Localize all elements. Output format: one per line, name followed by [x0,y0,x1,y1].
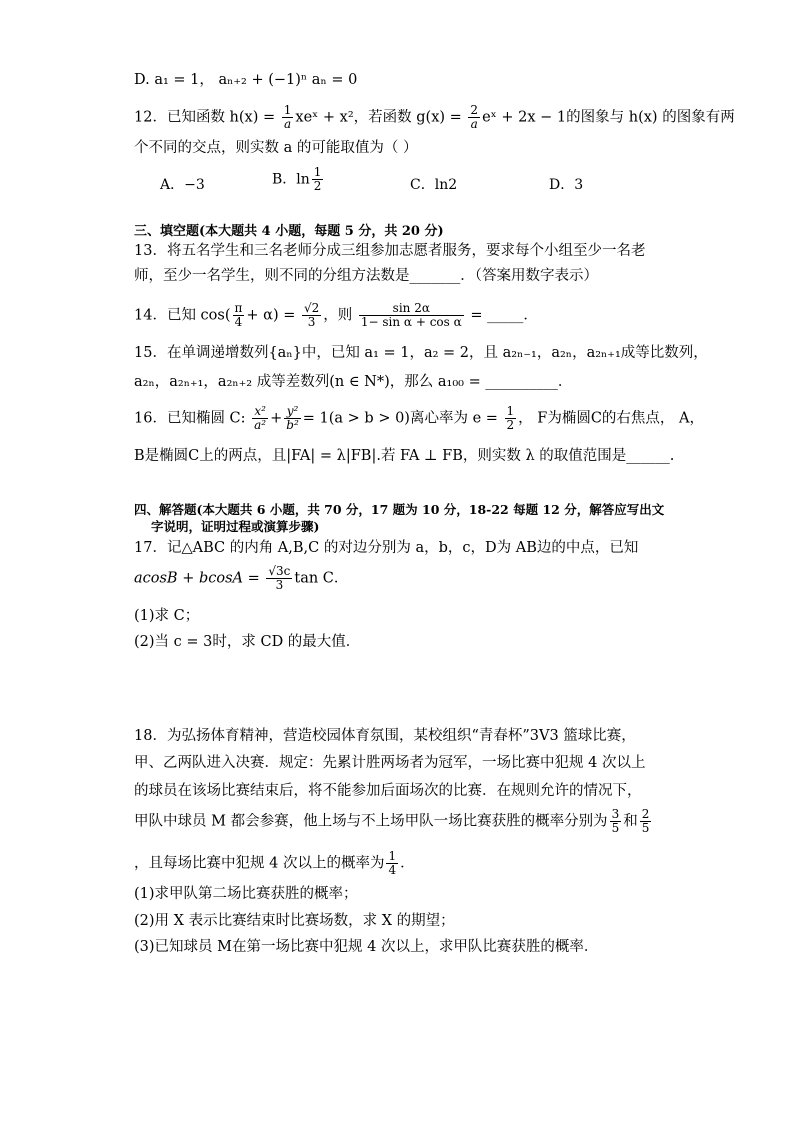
q12-frac-2: $\frac{2}{a}$ [470,103,479,131]
q12-frac-1: $\frac{1}{a}$ [283,103,292,131]
q12-mid1: xeˣ + x²，若函数 g(x) = [295,109,467,126]
q12-pre: 12．已知函数 h(x) = [134,109,280,126]
q11-option-d: D. a₁ = 1， aₙ₊₂ + (−1)ⁿ aₙ = 0 [134,72,358,88]
q17-line2: acosB + bcosA = $\frac{√3c}{3}$ tan C． [134,564,349,592]
q17-part2: (2)当 c = 3时，求 CD 的最大值． [134,634,361,650]
q12-line1 [134,104,735,131]
q12-option-b: B．ln $\frac{1}{2}$ [272,165,322,193]
q16-line2: B是椭圆C上的两点，且|FA| = λ|FB|.若 FA ⊥ FB，则实数 λ 的取值范围是______. [134,448,675,464]
q17-part1: (1)求 C； [134,608,200,624]
q18-part3: (3)已知球员 M在第一场比赛中犯规 4 次以上，求甲队比赛获胜的概率． [134,939,599,955]
q14: 14．已知 cos( $\frac{\pi}{4}$ + α) = $\frac{√2}{3}$ ，则 $\frac{\sin 2\alpha}{\text{1− sin α + cos α}}$ = _____． [134,301,538,329]
q18-line2: 甲、乙两队进入决赛．规定：先累计胜两场者为冠军，一场比赛中犯规 4 次以上 [134,755,646,771]
q18-part2: (2)用 X 表示比赛结束时比赛场数，求 X 的期望； [134,913,455,929]
q15-line1: 15．在单调递增数列{aₙ}中，已知 a₁ = 1，a₂ = 2，且 a₂ₙ₋₁，a₂ₙ，a₂ₙ₊₁成等比数列， [134,345,708,361]
q13-line2: 师，至少一名学生，则不同的分组方法数是_______．（答案用数字表示） [134,268,598,284]
q12-option-c: C．ln2 [410,177,458,193]
section-3-heading: 三、填空题(本大题共 4 小题，每题 5 分，共 20 分) [134,224,444,239]
q13-line1: 13．将五名学生和三名老师分成三组参加志愿者服务，要求每个小组至少一名老 [134,243,646,259]
q18-line3: 的球员在该场比赛结束后，将不能参加后面场次的比赛．在规则允许的情况下， [134,783,642,799]
q18-line5: ，且每场比赛中犯规 4 次以上的概率为 $\frac{1}{4}$ ． [134,849,415,877]
section-4-heading-line2: 字说明，证明过程或演算步骤) [151,519,320,534]
q18-line1: 18．为弘扬体育精神，营造校园体育氛围，某校组织“青春杯”3V3 篮球比赛， [134,728,636,744]
q12-mid2: eˣ + 2x − 1的图象与 h(x) 的图象有两 [482,109,735,126]
q16-line1: 16．已知椭圆 C: $\frac{\text{x²}}{\text{a²}}$ + $\frac{\text{y²}}{\text{b²}}$ = 1(a > b > 0)离心率为 e = $\frac{1}{2}$ ， F为椭圆C的右焦点， A， [134,404,705,432]
q18-line4: 甲队中球员 M 都会参赛，他上场与不上场甲队一场比赛获胜的概率分别为 $\frac{3}{5}$ 和 $\frac{2}{5}$ [134,807,650,835]
section-4-heading-line1: 四、解答题(本大题共 6 小题，共 70 分，17 题为 10 分，18-22 每题 12 分，解答应写出文 [134,502,665,517]
q12-option-a: A．−3 [160,177,205,193]
q18-part1: (1)求甲队第二场比赛获胜的概率； [134,886,358,902]
q15-line2: a₂ₙ，a₂ₙ₊₁，a₂ₙ₊₂ 成等差数列(n ∈ N*)，那么 a₁₀₀ = __________． [134,374,573,390]
q12-option-d: D．3 [549,177,584,193]
q12-line2: 个不同的交点，则实数 a 的可能取值为（ ） [134,140,418,156]
q17-line1: 17．记△ABC 的内角 A,B,C 的对边分别为 a，b，c，D为 AB边的中点，已知 [134,540,639,556]
